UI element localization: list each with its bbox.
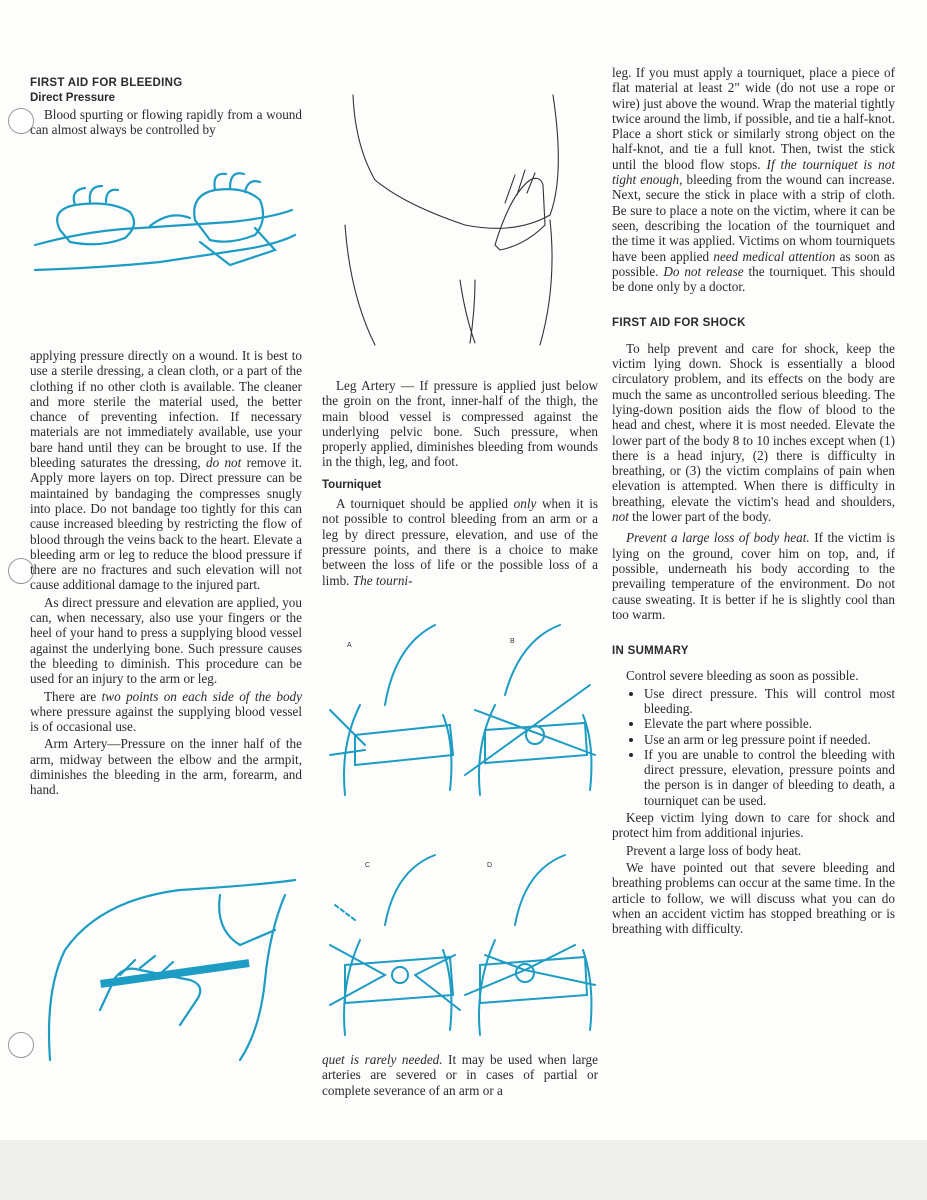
text-run: We have pointed out that severe bleeding and breathing problems can occur at the same time. In the article to follow, we will discuss what you can do when an accident victim has stopped breathing or is breathing with difficulty. [612,859,895,937]
text-run: applying pressure directly on a wound. It is best to use a sterile dressing, a clean cloth, or a part of the clothing if no other cloth is available. The cleaner and more sterile the material used, the better chance of preventing infection. If necessary materials are not immediately available, use your bare hand until they can be brought to use. If the bleeding saturates the dressing, [30,348,302,471]
summary-bullet: • Elevate the part where possible. [644,716,895,731]
column-3 [612,65,895,938]
text-run: the lower part of the body. [628,509,772,525]
scan-margin [0,1140,927,1200]
tourniquet-step-d [465,855,595,1035]
paragraph [612,843,895,858]
paragraph [612,341,895,525]
tourniquet-step-a [330,625,453,795]
text-run: As direct pressure and elevation are applied, you can, when necessary, also use your fingers or the heel of your hand to press a supplying blood vessel against the underlying bone. Such pressure causes the bleeding to diminish. This procedure can be used for an injury to the arm or leg. [30,594,302,687]
summary-bullet: • If you are unable to control the bleeding with direct pressure, elevation, pressure points and the person is in danger of bleeding to death, a tourniquet can be used. [644,747,895,808]
leg-artery-illustration [325,85,595,347]
tourniquet-steps-illustration [325,615,600,1045]
paragraph [612,668,895,683]
summary-text [612,810,895,936]
text-run: Arm Artery—Pressure on the inner half of the arm, midway between the elbow and the armpit, diminishes the bleeding in the arm, forearm, and hand. [30,736,302,798]
figure-label-a: A [347,642,352,649]
paragraph [612,65,895,294]
column-2-body [322,378,598,590]
text-run: To help prevent and care for shock, keep the victim lying down. Shock is essentially a blood circulatory problem, and its effects on the body are much the same as uncontrolled serious bleeding. The lying-down position aids the flow of blood to the head and chest, where it is most needed. Elevate the lower part of the body 8 to 10 inches except when (1) there is a head injury, (2) there is difficulty in breathing, or (3) the victim complains of pain when elevation is attempted. When there is difficulty in breathing, elevate the victim's head and shoulders, [612,340,895,509]
intro-text [30,107,302,138]
text-run: remove it. Apply more layers on top. Direct pressure can be maintained by bandaging the compresses snugly into place. Do not bandage too tightly for this can cause increased bleeding by restricting the flow of blood through the veins back to the heart. Elevate a bleeding arm or leg to reduce the blood pressure if there are no fractures and such elevation will not cause additional damage to the injured part. [30,455,302,593]
leg-artery-text [322,378,598,470]
emphasis-text: two points on each side of the body [101,688,302,704]
text-run: It may be used when large arteries are severed or in cases of partial or complete severance of an arm or a [322,1052,598,1098]
summary-bullet-list [612,686,895,808]
emphasis-text: Prevent a large loss of body heat. [626,530,810,546]
text-run: Control severe bleeding as soon as possible. [626,668,859,684]
tourniquet-step-b [465,625,595,795]
text-run: when it is not possible to control bleeding from an arm or a leg by direct pressure, elevation, and use of the pressure points, and there is a choice to make between the loss of life or the possible loss of a limb. [322,496,598,588]
column-1 [30,76,302,139]
punch-hole [8,1032,34,1058]
heading-first-aid-bleeding: FIRST AID FOR BLEEDING [30,77,183,89]
column-1-body [30,348,302,800]
paragraph [30,736,302,797]
text-run: Blood spurting or flowing rapidly from a wound can almost always be controlled by [30,106,302,137]
emphasis-text: If the tourniquet is not tight enough, [612,156,896,188]
shock-text [612,341,895,622]
summary-bullet: • Use an arm or leg pressure point if needed. [644,732,895,747]
figure-label-b: B [510,638,515,645]
figure-label-d: D [487,862,493,869]
paragraph [322,378,598,470]
emphasis-text: not [612,509,629,525]
paragraph [322,496,598,588]
emphasis-text: need medical attention [713,248,836,264]
text-run: as soon as possible. [612,248,895,279]
arm-artery-illustration [40,870,310,1065]
text-run: where pressure against the supplying blood vessel is of occasional use. [30,703,302,735]
text-run: Prevent a large loss of body heat. [626,842,802,858]
figure-label-c: C [365,862,371,869]
tourniquet-text [322,496,598,588]
tourniquet-step-c [330,855,460,1035]
paragraph [30,107,302,138]
paragraph [30,595,302,687]
column-2-bottom [322,1052,598,1100]
subheading-direct-pressure: Direct Pressure [30,92,116,105]
hand-pressure-illustration [30,150,300,295]
text-run: If the victim is lying on the ground, cover him on top, and, if possible, underneath his body according to the prevailing temperature of the environment. Do not cause sweating. It is better if he is slightly cool than too warm. [612,530,895,622]
emphasis-text: do not [205,455,242,471]
text-run: There are [44,688,102,704]
emphasis-text: The tourni- [352,572,413,588]
heading-summary: IN SUMMARY [612,645,689,658]
text-run: Leg Artery — If pressure is applied just below the groin on the front, inner-half of the thigh, the main blood vessel is compressed against the underlying pelvic bone. Such pressure, when properly applied, diminishes bleeding from wounds in the thigh, leg, and foot. [322,378,598,470]
emphasis-text: quet is rarely needed. [322,1052,443,1067]
text-run: leg. If you must apply a tourniquet, place a piece of flat material at least 2" wide (do not use a rope or wire) just above the wound. Wrap the material tightly twice around the limb, if possible, and tie a half-knot. Place a short stick or similarly strong object on the half-knot, and tie a full knot. Then, twist the stick until the blood flow stops. [612,65,895,172]
emphasis-text: only [513,496,537,512]
text-run: A tourniquet should be applied [336,496,514,512]
summary-bullet: • Use direct pressure. This will control most bleeding. [644,686,895,717]
text-run: Keep victim lying down to care for shock and protect him from additional injuries. [612,810,895,841]
tourniquet-continued-text [322,1052,598,1098]
summary-intro [612,668,895,683]
tourniquet-instructions-text [612,65,895,294]
paragraph [612,530,895,622]
body-text [30,348,302,798]
text-run: bleeding from the wound can increase. Next, secure the stick in place with a strip of cloth. Be sure to place a note on the victim, where it can be seen, describing the location of the tourniquet and the time it was applied. Victims on whom tourniquets have been applied [612,172,895,264]
paragraph [30,348,302,593]
paragraph [612,810,895,841]
paragraph [612,860,895,936]
text-run: the tourniquet. This should be done only by a doctor. [612,263,895,295]
subheading-tourniquet: Tourniquet [322,478,382,491]
heading-first-aid-shock: FIRST AID FOR SHOCK [612,317,746,330]
paragraph [322,1052,598,1098]
paragraph [30,689,302,735]
emphasis-text: Do not release [663,263,744,279]
